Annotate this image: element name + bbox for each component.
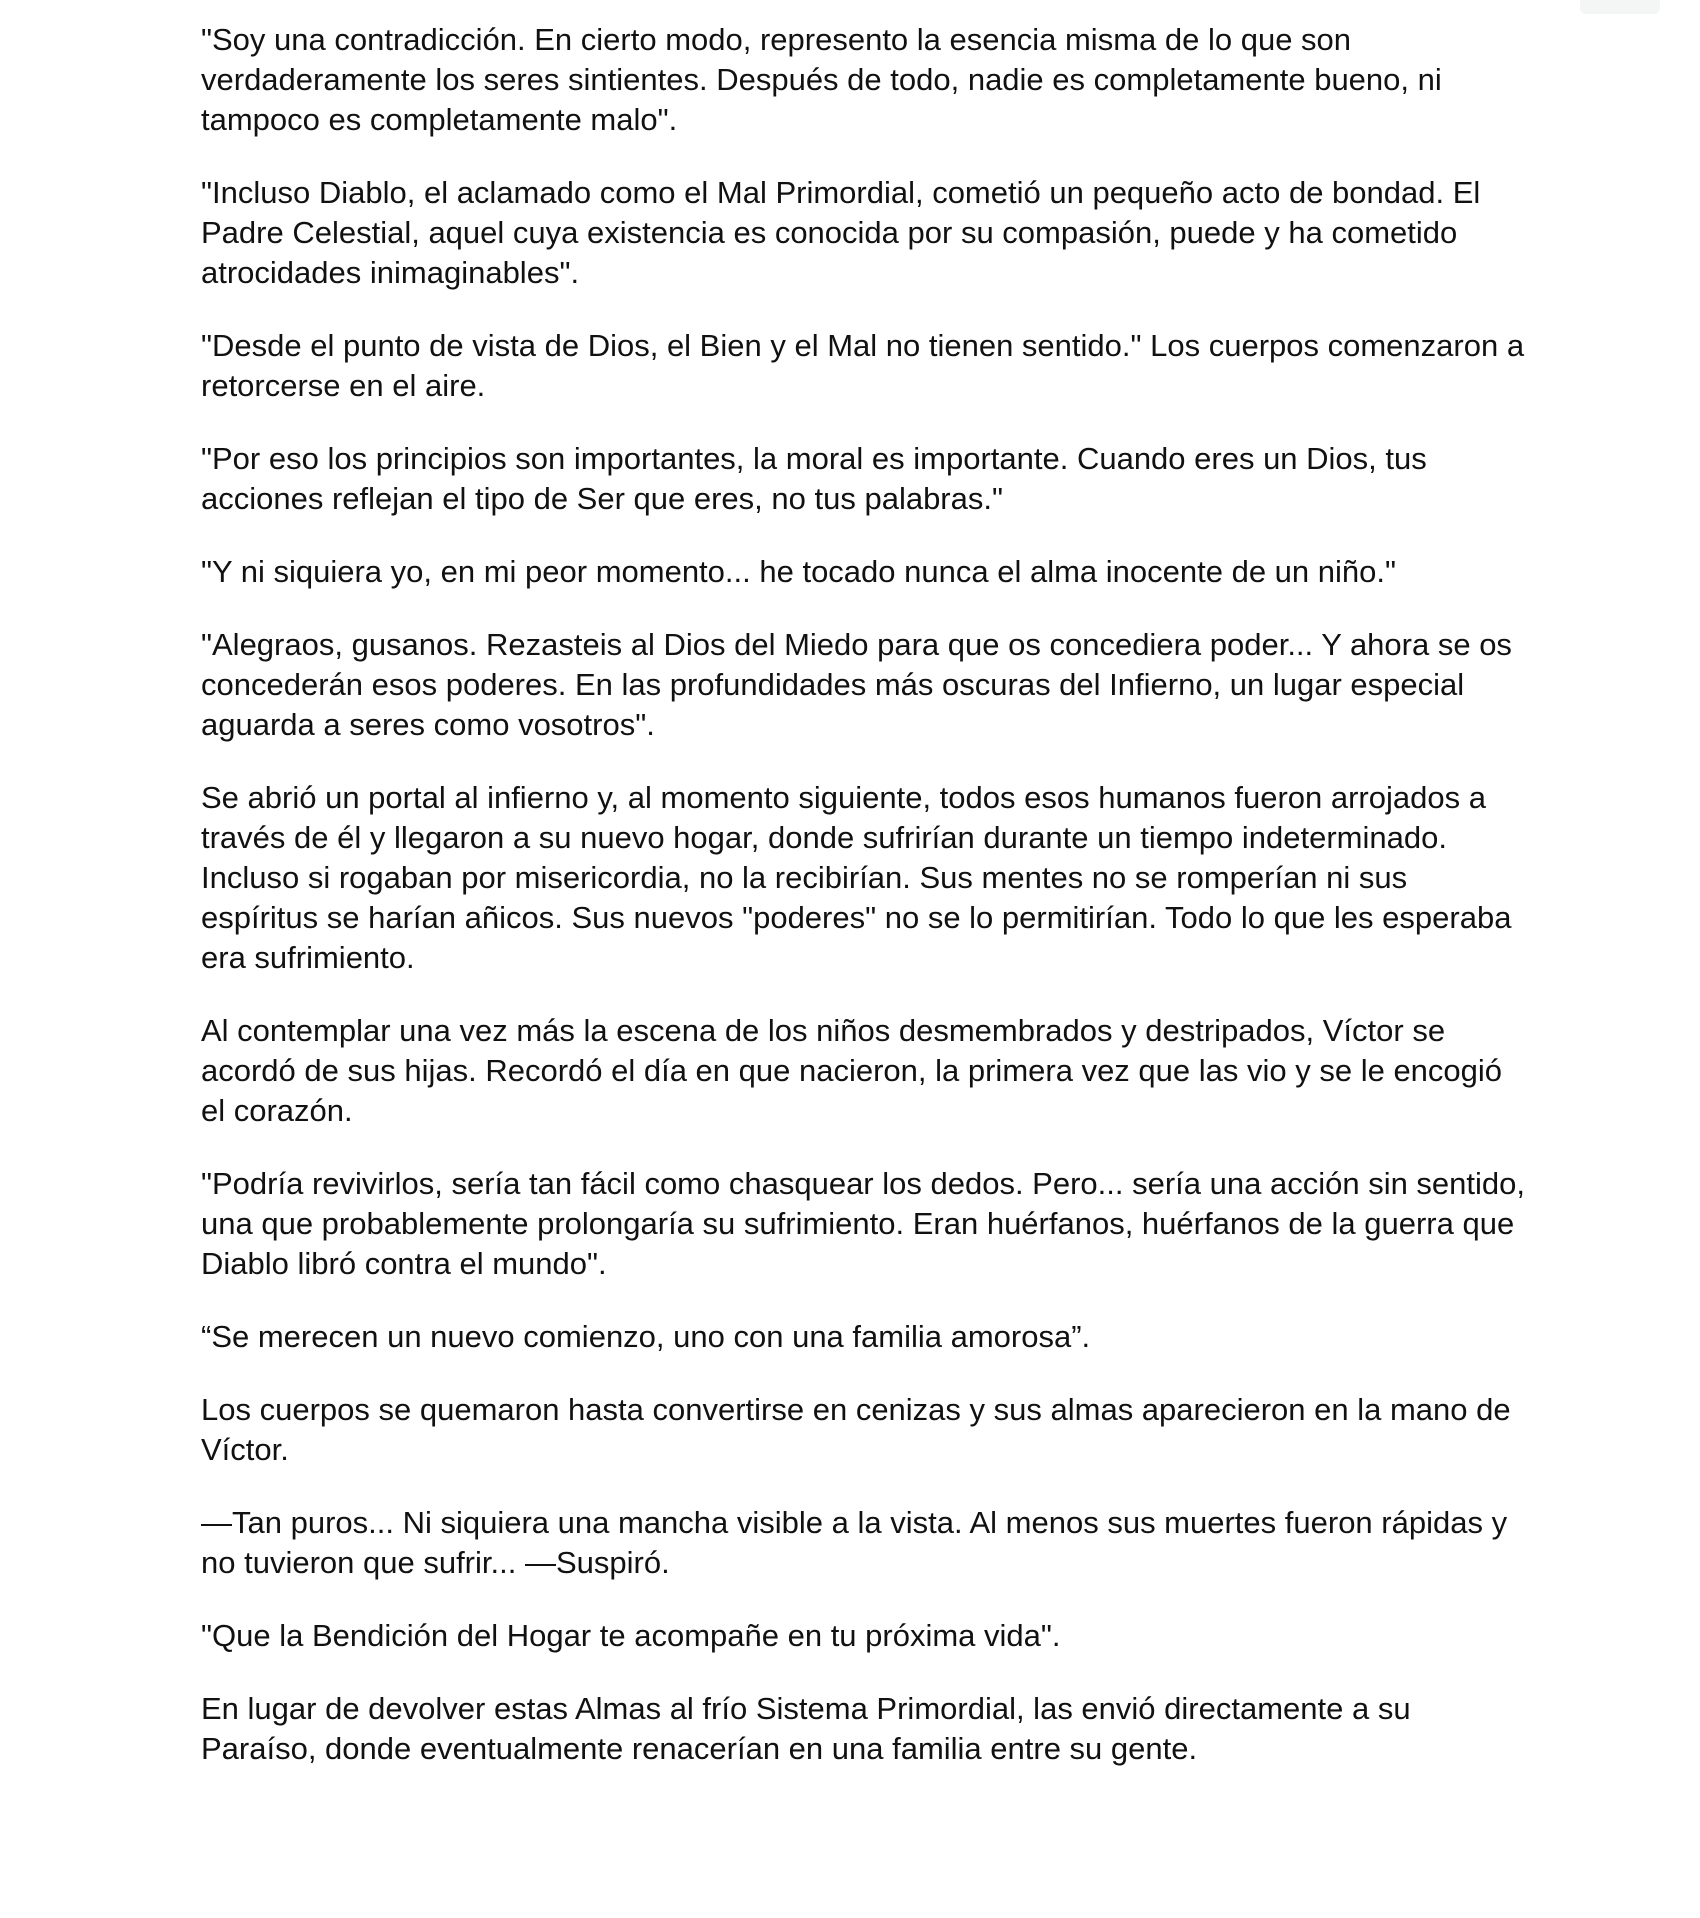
paragraph: "Desde el punto de vista de Dios, el Bien y el Mal no tienen sentido." Los cuerpos comenzaron a retorcerse en el aire. bbox=[201, 328, 1525, 403]
paragraph: "Por eso los principios son importantes, la moral es importante. Cuando eres un Dios, tus acciones reflejan el tipo de Ser que eres, no tus palabras." bbox=[201, 441, 1427, 516]
paragraph: "Soy una contradicción. En cierto modo, represento la esencia misma de lo que son verdaderamente los seres sintientes. Después de todo, nadie es completamente bueno, ni tampoco es completamente malo". bbox=[201, 22, 1442, 137]
paragraph: Se abrió un portal al infierno y, al momento siguiente, todos esos humanos fueron arrojados a través de él y llegaron a su nuevo hogar, donde sufrirían durante un tiempo indeterminado. Incluso si rogaban por misericordia, no la recibirían. Sus mentes no se romperían ni sus espíritus se harían añicos. Sus nuevos "poderes" no se lo permitirían. Todo lo que les esperaba era sufrimiento. bbox=[201, 780, 1512, 975]
paragraph: "Incluso Diablo, el aclamado como el Mal Primordial, cometió un pequeño acto de bondad. El Padre Celestial, aquel cuya existencia es conocida por su compasión, puede y ha cometido atrocidades inimaginables". bbox=[201, 175, 1481, 290]
page-corner-mark bbox=[1580, 0, 1660, 14]
paragraph: Al contemplar una vez más la escena de los niños desmembrados y destripados, Víctor se acordó de sus hijas. Recordó el día en que nacieron, la primera vez que las vio y se le encogió el corazón. bbox=[201, 1013, 1503, 1128]
paragraph: En lugar de devolver estas Almas al frío Sistema Primordial, las envió directamente a su Paraíso, donde eventualmente renacerían en una familia entre su gente. bbox=[201, 1691, 1411, 1766]
paragraph: “Se merecen un nuevo comienzo, uno con una familia amorosa”. bbox=[201, 1319, 1091, 1354]
paragraph: Los cuerpos se quemaron hasta convertirse en cenizas y sus almas aparecieron en la mano de Víctor. bbox=[201, 1392, 1511, 1467]
paragraph: "Que la Bendición del Hogar te acompañe en tu próxima vida". bbox=[201, 1618, 1061, 1653]
paragraph: "Alegraos, gusanos. Rezasteis al Dios del Miedo para que os concediera poder... Y ahora se os concederán esos poderes. En las profundidades más oscuras del Infierno, un lugar especial aguarda a seres como vosotros". bbox=[201, 627, 1512, 742]
paragraph: "Podría revivirlos, sería tan fácil como chasquear los dedos. Pero... sería una acción sin sentido, una que probablemente prolongaría su sufrimiento. Eran huérfanos, huérfanos de la guerra que Diablo libró contra el mundo". bbox=[201, 1166, 1526, 1281]
paragraph: "Y ni siquiera yo, en mi peor momento... he tocado nunca el alma inocente de un niño." bbox=[201, 554, 1396, 589]
paragraph: —Tan puros... Ni siquiera una mancha visible a la vista. Al menos sus muertes fueron rápidas y no tuvieron que sufrir... —Suspiró. bbox=[201, 1505, 1508, 1580]
document-page bbox=[201, 20, 1531, 1802]
